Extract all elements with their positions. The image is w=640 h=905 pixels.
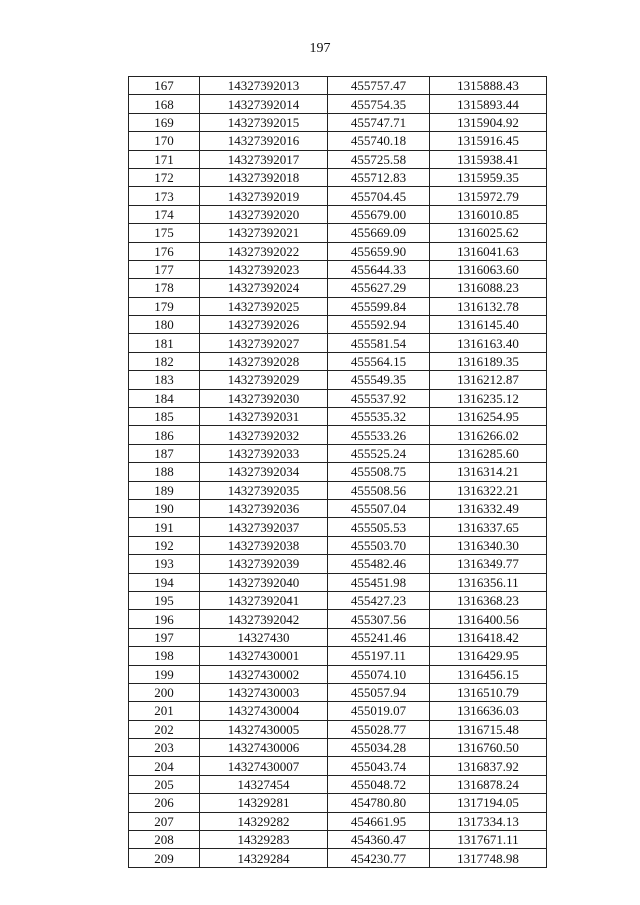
x-coordinate-cell: 455740.18 — [328, 132, 430, 150]
point-code-cell: 14327392021 — [200, 224, 328, 242]
table-row — [129, 757, 547, 775]
x-coordinate-cell: 455659.90 — [328, 242, 430, 260]
table-row — [129, 481, 547, 499]
x-coordinate-cell: 455451.98 — [328, 573, 430, 591]
row-index-cell: 189 — [129, 481, 200, 499]
point-code-cell: 14327392030 — [200, 389, 328, 407]
table-row — [129, 260, 547, 278]
y-coordinate-cell: 1316285.60 — [430, 444, 547, 462]
y-coordinate-cell: 1317194.05 — [430, 794, 547, 812]
y-coordinate-cell: 1317671.11 — [430, 831, 547, 849]
row-index-cell: 177 — [129, 260, 200, 278]
y-coordinate-cell: 1316337.65 — [430, 518, 547, 536]
row-index-cell: 194 — [129, 573, 200, 591]
x-coordinate-cell: 455537.92 — [328, 389, 430, 407]
y-coordinate-cell: 1316349.77 — [430, 555, 547, 573]
x-coordinate-cell: 455627.29 — [328, 279, 430, 297]
x-coordinate-cell: 455507.04 — [328, 499, 430, 517]
y-coordinate-cell: 1316760.50 — [430, 739, 547, 757]
x-coordinate-cell: 455592.94 — [328, 316, 430, 334]
row-index-cell: 204 — [129, 757, 200, 775]
y-coordinate-cell: 1316235.12 — [430, 389, 547, 407]
table-row — [129, 279, 547, 297]
table-row — [129, 610, 547, 628]
table-row — [129, 444, 547, 462]
point-code-cell: 14327392034 — [200, 463, 328, 481]
x-coordinate-cell: 455057.94 — [328, 683, 430, 701]
row-index-cell: 201 — [129, 702, 200, 720]
table-row — [129, 665, 547, 683]
point-code-cell: 14327392013 — [200, 77, 328, 95]
row-index-cell: 167 — [129, 77, 200, 95]
y-coordinate-cell: 1317334.13 — [430, 812, 547, 830]
row-index-cell: 193 — [129, 555, 200, 573]
row-index-cell: 191 — [129, 518, 200, 536]
x-coordinate-cell: 455034.28 — [328, 739, 430, 757]
x-coordinate-cell: 455564.15 — [328, 352, 430, 370]
point-code-cell: 14329283 — [200, 831, 328, 849]
row-index-cell: 197 — [129, 628, 200, 646]
x-coordinate-cell: 455535.32 — [328, 408, 430, 426]
y-coordinate-cell: 1315888.43 — [430, 77, 547, 95]
table-row — [129, 647, 547, 665]
row-index-cell: 176 — [129, 242, 200, 260]
table-row — [129, 831, 547, 849]
table-row — [129, 316, 547, 334]
row-index-cell: 188 — [129, 463, 200, 481]
y-coordinate-cell: 1316418.42 — [430, 628, 547, 646]
y-coordinate-cell: 1315938.41 — [430, 150, 547, 168]
y-coordinate-cell: 1315972.79 — [430, 187, 547, 205]
y-coordinate-cell: 1316340.30 — [430, 536, 547, 554]
row-index-cell: 182 — [129, 352, 200, 370]
y-coordinate-cell: 1316266.02 — [430, 426, 547, 444]
y-coordinate-cell: 1315893.44 — [430, 95, 547, 113]
point-code-cell: 14327392035 — [200, 481, 328, 499]
table-row — [129, 720, 547, 738]
y-coordinate-cell: 1316132.78 — [430, 297, 547, 315]
row-index-cell: 200 — [129, 683, 200, 701]
point-code-cell: 14327392037 — [200, 518, 328, 536]
y-coordinate-cell: 1316837.92 — [430, 757, 547, 775]
table-row — [129, 573, 547, 591]
y-coordinate-cell: 1316088.23 — [430, 279, 547, 297]
point-code-cell: 14327392031 — [200, 408, 328, 426]
x-coordinate-cell: 454780.80 — [328, 794, 430, 812]
row-index-cell: 168 — [129, 95, 200, 113]
page-number: 197 — [309, 41, 331, 56]
row-index-cell: 185 — [129, 408, 200, 426]
x-coordinate-cell: 455505.53 — [328, 518, 430, 536]
table-row — [129, 683, 547, 701]
y-coordinate-cell: 1316715.48 — [430, 720, 547, 738]
table-row — [129, 463, 547, 481]
point-code-cell: 14327392022 — [200, 242, 328, 260]
table-row — [129, 775, 547, 793]
x-coordinate-cell: 455482.46 — [328, 555, 430, 573]
row-index-cell: 181 — [129, 334, 200, 352]
table-row — [129, 812, 547, 830]
table-row — [129, 242, 547, 260]
row-index-cell: 169 — [129, 113, 200, 131]
point-code-cell: 14327392026 — [200, 316, 328, 334]
row-index-cell: 196 — [129, 610, 200, 628]
row-index-cell: 190 — [129, 499, 200, 517]
table-row — [129, 499, 547, 517]
x-coordinate-cell: 454230.77 — [328, 849, 430, 867]
point-code-cell: 14327454 — [200, 775, 328, 793]
point-code-cell: 14327392018 — [200, 168, 328, 186]
row-index-cell: 175 — [129, 224, 200, 242]
x-coordinate-cell: 455747.71 — [328, 113, 430, 131]
x-coordinate-cell: 455757.47 — [328, 77, 430, 95]
x-coordinate-cell: 455019.07 — [328, 702, 430, 720]
row-index-cell: 195 — [129, 591, 200, 609]
point-code-cell: 14327392023 — [200, 260, 328, 278]
x-coordinate-cell: 455549.35 — [328, 371, 430, 389]
row-index-cell: 171 — [129, 150, 200, 168]
y-coordinate-cell: 1316429.95 — [430, 647, 547, 665]
row-index-cell: 186 — [129, 426, 200, 444]
y-coordinate-cell: 1316456.15 — [430, 665, 547, 683]
row-index-cell: 207 — [129, 812, 200, 830]
x-coordinate-cell: 455679.00 — [328, 205, 430, 223]
table-row — [129, 518, 547, 536]
y-coordinate-cell: 1316189.35 — [430, 352, 547, 370]
table-row — [129, 113, 547, 131]
x-coordinate-cell: 455074.10 — [328, 665, 430, 683]
table-row — [129, 150, 547, 168]
row-index-cell: 205 — [129, 775, 200, 793]
point-code-cell: 14327430003 — [200, 683, 328, 701]
table-row — [129, 334, 547, 352]
coordinates-table — [128, 76, 547, 868]
x-coordinate-cell: 455581.54 — [328, 334, 430, 352]
y-coordinate-cell: 1316063.60 — [430, 260, 547, 278]
y-coordinate-cell: 1316400.56 — [430, 610, 547, 628]
x-coordinate-cell: 454360.47 — [328, 831, 430, 849]
y-coordinate-cell: 1317748.98 — [430, 849, 547, 867]
x-coordinate-cell: 455725.58 — [328, 150, 430, 168]
y-coordinate-cell: 1316356.11 — [430, 573, 547, 591]
x-coordinate-cell: 455508.56 — [328, 481, 430, 499]
x-coordinate-cell: 454661.95 — [328, 812, 430, 830]
table-row — [129, 849, 547, 867]
y-coordinate-cell: 1316025.62 — [430, 224, 547, 242]
row-index-cell: 179 — [129, 297, 200, 315]
row-index-cell: 203 — [129, 739, 200, 757]
table-row — [129, 591, 547, 609]
y-coordinate-cell: 1316041.63 — [430, 242, 547, 260]
row-index-cell: 184 — [129, 389, 200, 407]
table-row — [129, 187, 547, 205]
table-row — [129, 132, 547, 150]
point-code-cell: 14327392014 — [200, 95, 328, 113]
y-coordinate-cell: 1316254.95 — [430, 408, 547, 426]
table-row — [129, 352, 547, 370]
x-coordinate-cell: 455644.33 — [328, 260, 430, 278]
row-index-cell: 208 — [129, 831, 200, 849]
point-code-cell: 14327392027 — [200, 334, 328, 352]
y-coordinate-cell: 1316636.03 — [430, 702, 547, 720]
point-code-cell: 14327430004 — [200, 702, 328, 720]
x-coordinate-cell: 455241.46 — [328, 628, 430, 646]
row-index-cell: 170 — [129, 132, 200, 150]
x-coordinate-cell: 455048.72 — [328, 775, 430, 793]
point-code-cell: 14329281 — [200, 794, 328, 812]
table-row — [129, 205, 547, 223]
point-code-cell: 14327392016 — [200, 132, 328, 150]
y-coordinate-cell: 1315916.45 — [430, 132, 547, 150]
row-index-cell: 198 — [129, 647, 200, 665]
y-coordinate-cell: 1316163.40 — [430, 334, 547, 352]
point-code-cell: 14327430006 — [200, 739, 328, 757]
y-coordinate-cell: 1316212.87 — [430, 371, 547, 389]
row-index-cell: 178 — [129, 279, 200, 297]
row-index-cell: 192 — [129, 536, 200, 554]
x-coordinate-cell: 455028.77 — [328, 720, 430, 738]
row-index-cell: 206 — [129, 794, 200, 812]
row-index-cell: 180 — [129, 316, 200, 334]
table-row — [129, 536, 547, 554]
x-coordinate-cell: 455712.83 — [328, 168, 430, 186]
table-row — [129, 702, 547, 720]
y-coordinate-cell: 1316510.79 — [430, 683, 547, 701]
point-code-cell: 14327392036 — [200, 499, 328, 517]
row-index-cell: 183 — [129, 371, 200, 389]
point-code-cell: 14327392025 — [200, 297, 328, 315]
point-code-cell: 14327430005 — [200, 720, 328, 738]
row-index-cell: 202 — [129, 720, 200, 738]
x-coordinate-cell: 455197.11 — [328, 647, 430, 665]
x-coordinate-cell: 455533.26 — [328, 426, 430, 444]
row-index-cell: 173 — [129, 187, 200, 205]
row-index-cell: 199 — [129, 665, 200, 683]
x-coordinate-cell: 455525.24 — [328, 444, 430, 462]
y-coordinate-cell: 1316368.23 — [430, 591, 547, 609]
point-code-cell: 14327392024 — [200, 279, 328, 297]
point-code-cell: 14327392033 — [200, 444, 328, 462]
table-row — [129, 628, 547, 646]
point-code-cell: 14327392028 — [200, 352, 328, 370]
table-row — [129, 794, 547, 812]
table-row — [129, 426, 547, 444]
x-coordinate-cell: 455503.70 — [328, 536, 430, 554]
point-code-cell: 14327392042 — [200, 610, 328, 628]
row-index-cell: 187 — [129, 444, 200, 462]
point-code-cell: 14327430002 — [200, 665, 328, 683]
table-row — [129, 739, 547, 757]
row-index-cell: 209 — [129, 849, 200, 867]
y-coordinate-cell: 1316145.40 — [430, 316, 547, 334]
table-row — [129, 224, 547, 242]
point-code-cell: 14327392039 — [200, 555, 328, 573]
y-coordinate-cell: 1315959.35 — [430, 168, 547, 186]
x-coordinate-cell: 455427.23 — [328, 591, 430, 609]
point-code-cell: 14327430 — [200, 628, 328, 646]
y-coordinate-cell: 1316322.21 — [430, 481, 547, 499]
point-code-cell: 14329284 — [200, 849, 328, 867]
table-row — [129, 297, 547, 315]
row-index-cell: 172 — [129, 168, 200, 186]
point-code-cell: 14327392040 — [200, 573, 328, 591]
point-code-cell: 14327392032 — [200, 426, 328, 444]
table-row — [129, 95, 547, 113]
table-row — [129, 77, 547, 95]
point-code-cell: 14327392015 — [200, 113, 328, 131]
x-coordinate-cell: 455599.84 — [328, 297, 430, 315]
point-code-cell: 14327392019 — [200, 187, 328, 205]
table-row — [129, 555, 547, 573]
x-coordinate-cell: 455754.35 — [328, 95, 430, 113]
table-row — [129, 371, 547, 389]
y-coordinate-cell: 1316314.21 — [430, 463, 547, 481]
point-code-cell: 14327392020 — [200, 205, 328, 223]
point-code-cell: 14327430001 — [200, 647, 328, 665]
table-row — [129, 408, 547, 426]
x-coordinate-cell: 455704.45 — [328, 187, 430, 205]
table-row — [129, 389, 547, 407]
point-code-cell: 14327392029 — [200, 371, 328, 389]
y-coordinate-cell: 1315904.92 — [430, 113, 547, 131]
y-coordinate-cell: 1316010.85 — [430, 205, 547, 223]
y-coordinate-cell: 1316332.49 — [430, 499, 547, 517]
table-body — [129, 77, 547, 868]
point-code-cell: 14329282 — [200, 812, 328, 830]
table-row — [129, 168, 547, 186]
x-coordinate-cell: 455508.75 — [328, 463, 430, 481]
x-coordinate-cell: 455669.09 — [328, 224, 430, 242]
y-coordinate-cell: 1316878.24 — [430, 775, 547, 793]
row-index-cell: 174 — [129, 205, 200, 223]
point-code-cell: 14327392041 — [200, 591, 328, 609]
point-code-cell: 14327430007 — [200, 757, 328, 775]
point-code-cell: 14327392017 — [200, 150, 328, 168]
point-code-cell: 14327392038 — [200, 536, 328, 554]
x-coordinate-cell: 455307.56 — [328, 610, 430, 628]
x-coordinate-cell: 455043.74 — [328, 757, 430, 775]
